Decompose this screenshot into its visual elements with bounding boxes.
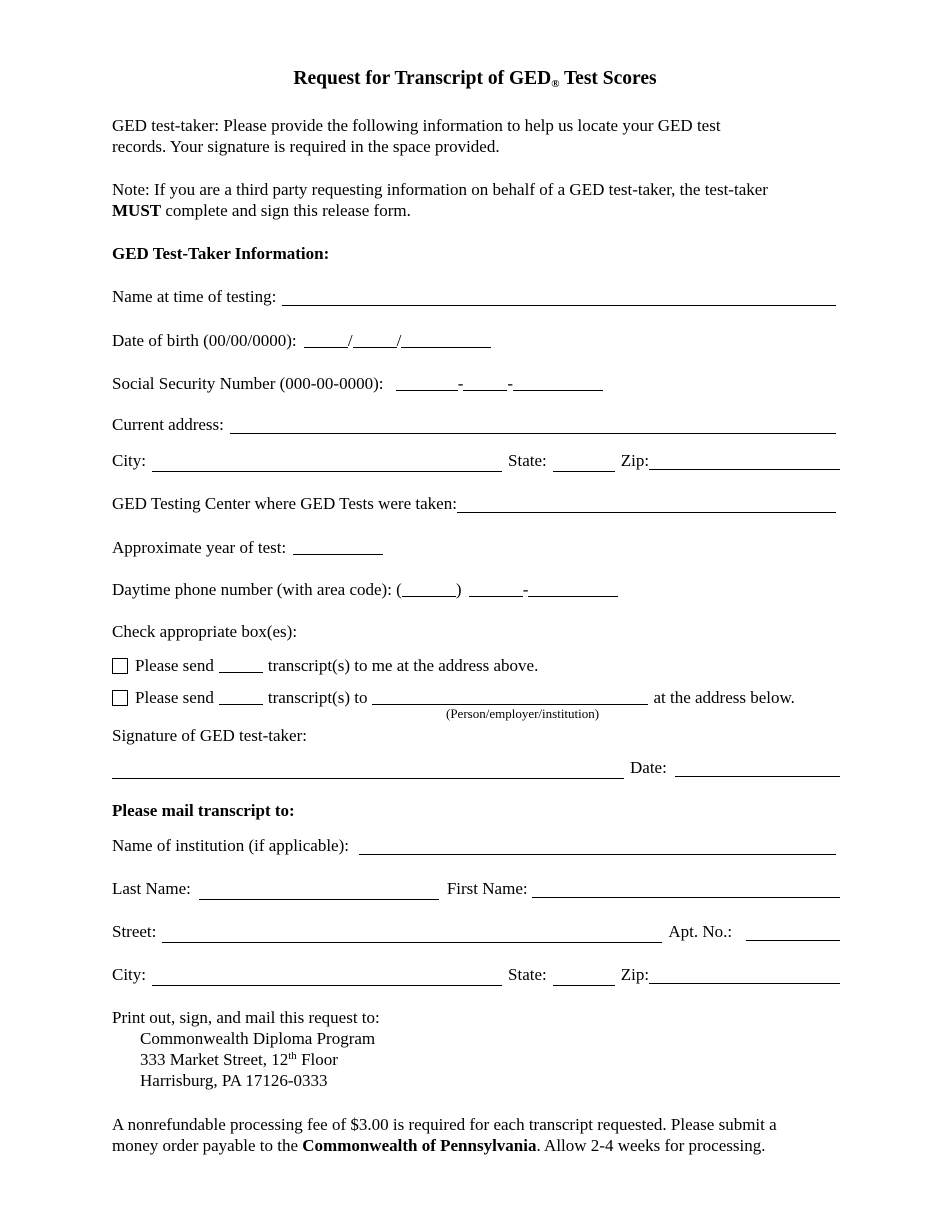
ssn-part3-field[interactable] bbox=[513, 372, 603, 391]
mail-zip-label: Zip: bbox=[620, 965, 650, 984]
street-row bbox=[112, 921, 840, 943]
name-row bbox=[112, 286, 840, 308]
signature-field[interactable] bbox=[112, 760, 624, 779]
mail-city-label: City: bbox=[112, 965, 147, 984]
send-to-other-checkbox[interactable] bbox=[112, 690, 128, 706]
mailing-citystate: Harrisburg, PA 17126-0333 bbox=[140, 1071, 328, 1090]
phone-line-field[interactable] bbox=[528, 578, 618, 597]
city-field[interactable] bbox=[152, 453, 502, 472]
street-field[interactable] bbox=[162, 924, 662, 943]
ssn-part2-field[interactable] bbox=[463, 372, 507, 391]
name-field[interactable] bbox=[282, 287, 836, 306]
ssn-part1-field[interactable] bbox=[396, 372, 458, 391]
dob-day-field[interactable] bbox=[353, 329, 397, 348]
zip-field[interactable] bbox=[649, 451, 840, 470]
note-line-1: Note: If you are a third party requesting information on behalf of a GED test-taker, the test-taker bbox=[112, 180, 768, 199]
year-label: Approximate year of test: bbox=[112, 538, 287, 557]
city-state-zip-row bbox=[112, 450, 840, 472]
mail-zip-field[interactable] bbox=[649, 965, 840, 984]
center-label: GED Testing Center where GED Tests were taken: bbox=[112, 494, 457, 513]
last-name-label: Last Name: bbox=[112, 879, 191, 898]
intro-line-2: records. Your signature is required in the space provided. bbox=[112, 137, 500, 156]
mailing-intro: Print out, sign, and mail this request to: bbox=[112, 1008, 380, 1027]
phone-row: Daytime phone number (with area code): ( ) - bbox=[112, 578, 840, 600]
first-name-label: First Name: bbox=[446, 879, 528, 898]
date-field[interactable] bbox=[675, 758, 840, 777]
year-field[interactable] bbox=[293, 536, 383, 555]
dob-label: Date of birth (00/00/0000): bbox=[112, 331, 297, 350]
phone-prefix-field[interactable] bbox=[469, 578, 523, 597]
check-option-2: Please send transcript(s) to at the address below. bbox=[112, 686, 840, 708]
check-option-1: Please send transcript(s) to me at the address above. bbox=[112, 654, 840, 676]
intro-line-1: GED test-taker: Please provide the following information to help us locate your GED test bbox=[112, 116, 721, 135]
send-to-me-checkbox[interactable] bbox=[112, 658, 128, 674]
dob-row: Date of birth (00/00/0000): / / bbox=[112, 329, 840, 351]
fee-line-2: money order payable to the Commonwealth of Pennsylvania. Allow 2-4 weeks for processing. bbox=[112, 1136, 766, 1155]
info-heading: GED Test-Taker Information: bbox=[112, 244, 330, 263]
check-label: Check appropriate box(es): bbox=[112, 622, 298, 641]
page-title: Request for Transcript of $GED_®$ Test Scores bbox=[293, 68, 657, 90]
mail-heading: Please mail transcript to: bbox=[112, 801, 295, 820]
state-field[interactable] bbox=[553, 453, 615, 472]
note-line-2: MUST complete and sign this release form. bbox=[112, 201, 411, 220]
copies-to-other-field[interactable] bbox=[219, 686, 263, 705]
street-label: Street: bbox=[112, 922, 157, 941]
mail-state-label: State: bbox=[508, 965, 547, 984]
area-code-field[interactable] bbox=[402, 578, 456, 597]
mail-state-field[interactable] bbox=[553, 967, 615, 986]
first-name-field[interactable] bbox=[532, 879, 840, 898]
phone-label: Daytime phone number (with area code): bbox=[112, 580, 392, 599]
city-label: City: bbox=[112, 451, 147, 470]
center-row bbox=[112, 493, 840, 515]
apt-label: Apt. No.: bbox=[668, 922, 733, 941]
ssn-row: Social Security Number (000-00-0000): - - bbox=[112, 372, 840, 394]
address-label: Current address: bbox=[112, 415, 224, 434]
apt-field[interactable] bbox=[746, 922, 840, 941]
dob-month-field[interactable] bbox=[304, 329, 348, 348]
institution-row bbox=[112, 835, 840, 857]
state-label: State: bbox=[508, 451, 547, 470]
mail-city-field[interactable] bbox=[152, 967, 502, 986]
name-fields-row bbox=[112, 878, 840, 900]
mailing-org: Commonwealth Diploma Program bbox=[140, 1029, 376, 1048]
dob-year-field[interactable] bbox=[401, 329, 491, 348]
year-row bbox=[112, 536, 840, 558]
signature-row bbox=[112, 757, 840, 779]
recipient-caption: (Person/employer/institution) bbox=[446, 706, 600, 721]
fee-line-1: A nonrefundable processing fee of $3.00 is required for each transcript requested. Please submit a bbox=[112, 1115, 777, 1134]
zip-label: Zip: bbox=[620, 451, 650, 470]
address-field[interactable] bbox=[230, 415, 836, 434]
ssn-label: Social Security Number (000-00-0000): bbox=[112, 374, 384, 393]
address-row bbox=[112, 414, 840, 436]
copies-to-me-field[interactable] bbox=[219, 654, 263, 673]
institution-field[interactable] bbox=[359, 836, 836, 855]
last-name-field[interactable] bbox=[199, 881, 439, 900]
date-label: Date: bbox=[630, 758, 667, 777]
center-field[interactable] bbox=[457, 494, 836, 513]
name-label: Name at time of testing: bbox=[112, 287, 277, 306]
recipient-field[interactable] bbox=[372, 686, 648, 705]
mail-city-state-zip-row bbox=[112, 964, 840, 986]
signature-label: Signature of GED test-taker: bbox=[112, 726, 307, 745]
mailing-street: 333 Market Street, 12th Floor bbox=[140, 1050, 338, 1069]
institution-label: Name of institution (if applicable): bbox=[112, 836, 349, 855]
